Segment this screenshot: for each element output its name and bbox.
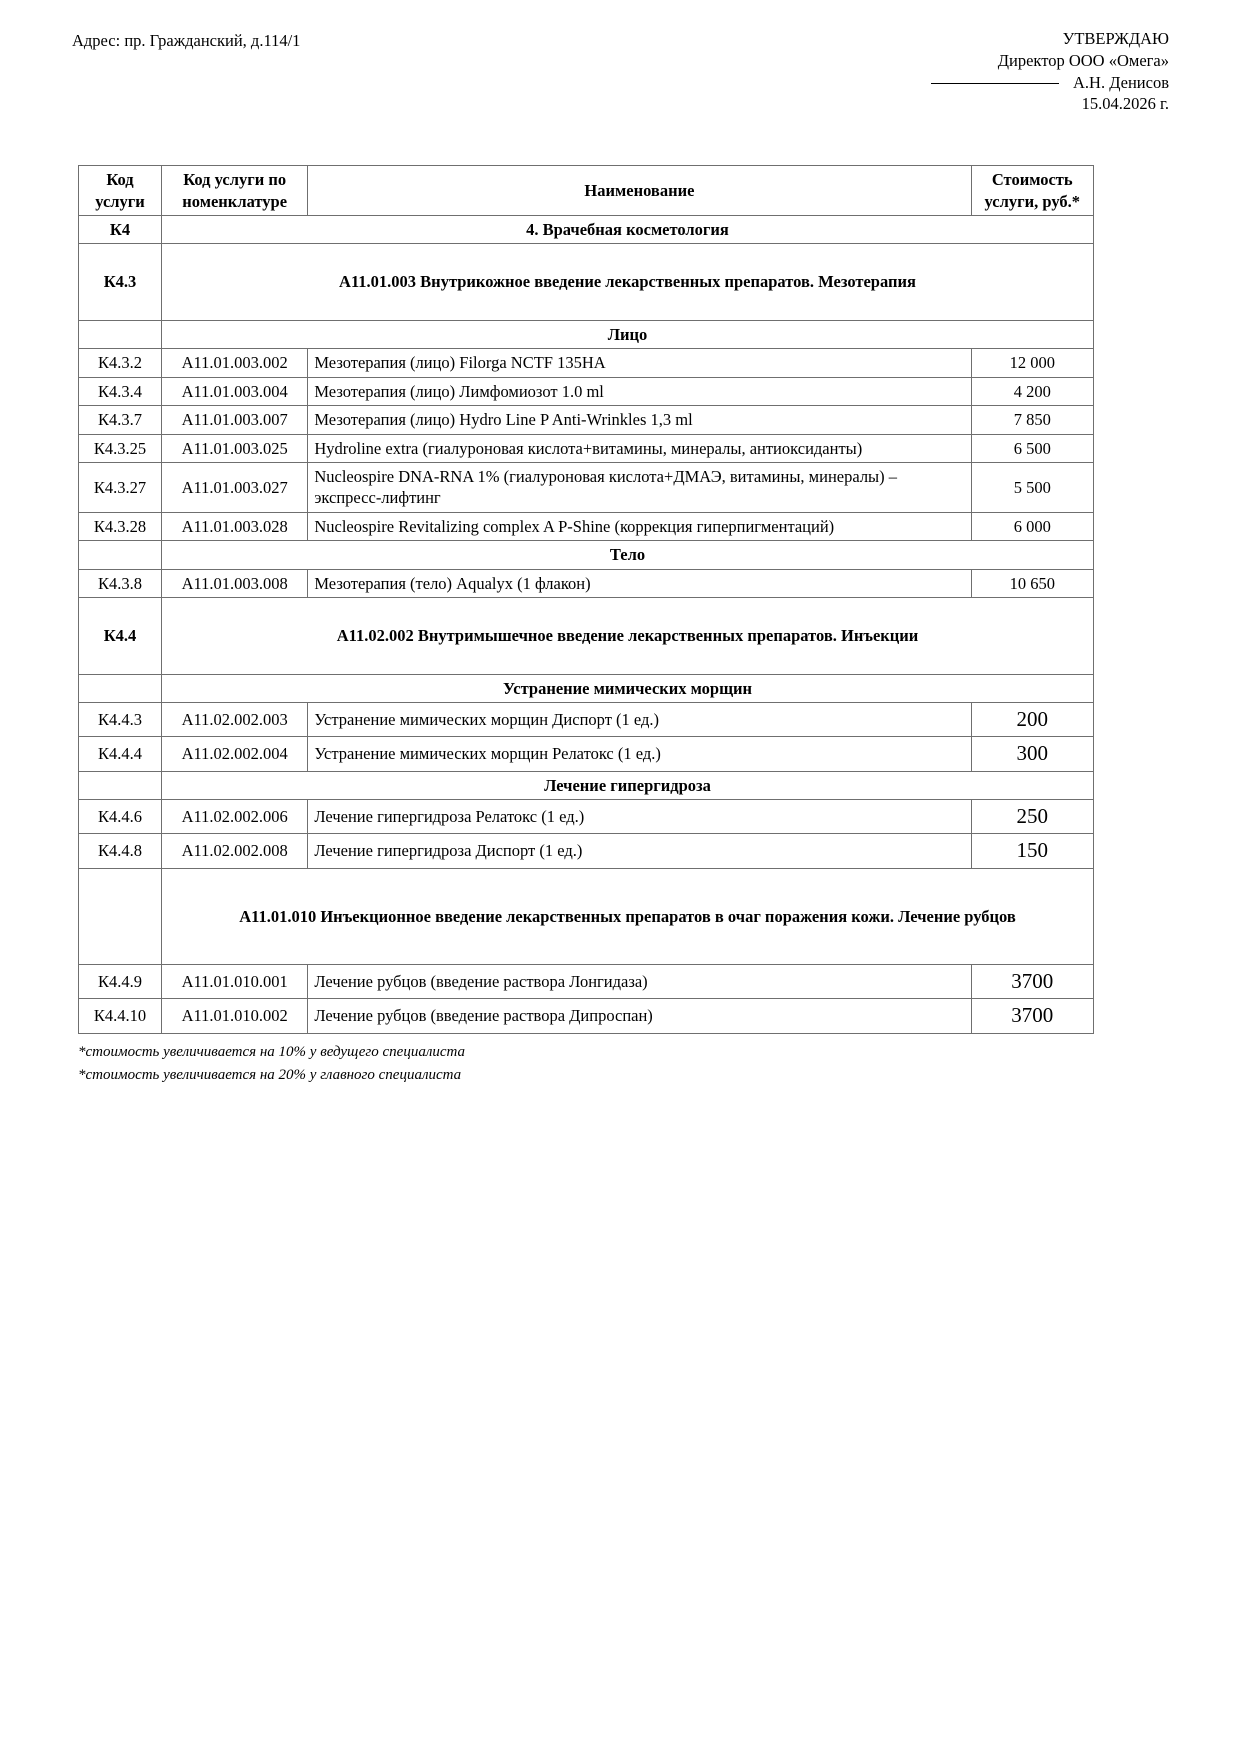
row-price: 6 500 xyxy=(971,434,1093,462)
row-code: К4.3.28 xyxy=(79,512,162,540)
column-header-nomenclature-line2: номенклатуре xyxy=(182,191,288,211)
subsection-row-body xyxy=(79,541,1094,569)
table-row xyxy=(79,834,1094,868)
row-nomenclature: А11.02.002.006 xyxy=(162,800,308,834)
section-title-k43: А11.01.003 Внутрикожное введение лекарственных препаратов. Мезотерапия xyxy=(162,244,1094,320)
section-code-k44: К4.4 xyxy=(79,598,162,674)
section-code-scars xyxy=(79,868,162,964)
row-name: Лечение гипергидроза Релатокс (1 ед.) xyxy=(308,800,971,834)
row-code: К4.3.2 xyxy=(79,349,162,377)
price-table-wrapper xyxy=(72,165,1169,1087)
row-name: Мезотерапия (лицо) Лимфомиозот 1.0 ml xyxy=(308,377,971,405)
table-row xyxy=(79,703,1094,737)
approval-title: УТВЕРЖДАЮ xyxy=(1062,29,1169,48)
signature-line xyxy=(931,83,1059,84)
table-row xyxy=(79,569,1094,597)
section-title-scars: А11.01.010 Инъекционное введение лекарственных препаратов в очаг поражения кожи. Лечение рубцов xyxy=(162,868,1094,964)
row-nomenclature: А11.02.002.003 xyxy=(162,703,308,737)
document-header xyxy=(72,28,1169,115)
footnotes xyxy=(78,1041,1169,1088)
approval-person-name: А.Н. Денисов xyxy=(1072,72,1169,92)
section-row-k43 xyxy=(79,244,1094,320)
row-price: 5 500 xyxy=(971,463,1093,513)
subsection-spacer-wrinkles xyxy=(79,674,162,702)
row-name: Устранение мимических морщин Релатокс (1 ед.) xyxy=(308,737,971,771)
row-nomenclature: А11.01.003.008 xyxy=(162,569,308,597)
row-code: К4.4.4 xyxy=(79,737,162,771)
section-row-k44 xyxy=(79,598,1094,674)
approval-block xyxy=(839,28,1169,115)
row-code: К4.4.3 xyxy=(79,703,162,737)
row-name: Мезотерапия (лицо) Filorga NCTF 135HA xyxy=(308,349,971,377)
column-header-code-line2: услуги xyxy=(95,191,145,211)
approval-date: 15.04.2026 г. xyxy=(1081,94,1169,114)
subsection-spacer-body xyxy=(79,541,162,569)
table-row xyxy=(79,800,1094,834)
row-nomenclature: А11.02.002.004 xyxy=(162,737,308,771)
row-price: 6 000 xyxy=(971,512,1093,540)
row-name: Nucleospire Revitalizing complex A P-Shine (коррекция гиперпигментаций) xyxy=(308,512,971,540)
table-header-row xyxy=(79,166,1094,216)
row-price: 250 xyxy=(971,800,1093,834)
row-price: 10 650 xyxy=(971,569,1093,597)
section-title-k44: А11.02.002 Внутримышечное введение лекарственных препаратов. Инъекции xyxy=(162,598,1094,674)
row-nomenclature: А11.01.010.001 xyxy=(162,965,308,999)
subsection-row-face xyxy=(79,320,1094,348)
subsection-spacer-face xyxy=(79,320,162,348)
approval-signature-row xyxy=(839,72,1169,94)
row-code: К4.4.6 xyxy=(79,800,162,834)
subsection-title-body: Тело xyxy=(162,541,1094,569)
row-name: Лечение гипергидроза Диспорт (1 ед.) xyxy=(308,834,971,868)
row-price: 200 xyxy=(971,703,1093,737)
row-code: К4.3.25 xyxy=(79,434,162,462)
row-price: 7 850 xyxy=(971,406,1093,434)
column-header-price xyxy=(971,166,1093,216)
section-row-scars xyxy=(79,868,1094,964)
subsection-title-wrinkles: Устранение мимических морщин xyxy=(162,674,1094,702)
table-row xyxy=(79,999,1094,1033)
section-title-k4: 4. Врачебная косметология xyxy=(162,215,1094,243)
subsection-title-face: Лицо xyxy=(162,320,1094,348)
row-price: 300 xyxy=(971,737,1093,771)
row-name: Nucleospire DNA-RNA 1% (гиалуроновая кислота+ДМАЭ, витамины, минералы) – экспресс-лифтинг xyxy=(308,463,971,513)
row-code: К4.3.4 xyxy=(79,377,162,405)
row-nomenclature: А11.01.003.025 xyxy=(162,434,308,462)
row-price: 12 000 xyxy=(971,349,1093,377)
table-row xyxy=(79,406,1094,434)
subsection-row-wrinkles xyxy=(79,674,1094,702)
row-nomenclature: А11.01.010.002 xyxy=(162,999,308,1033)
price-table xyxy=(78,165,1094,1034)
row-name: Лечение рубцов (введение раствора Лонгидаза) xyxy=(308,965,971,999)
row-name: Мезотерапия (тело) Aqualyx (1 флакон) xyxy=(308,569,971,597)
table-row xyxy=(79,434,1094,462)
row-code: К4.3.27 xyxy=(79,463,162,513)
column-header-code xyxy=(79,166,162,216)
row-code: К4.3.7 xyxy=(79,406,162,434)
row-name: Устранение мимических морщин Диспорт (1 ед.) xyxy=(308,703,971,737)
footnote-leading-specialist: *стоимость увеличивается на 10% у ведущего специалиста xyxy=(78,1043,466,1060)
row-price: 3700 xyxy=(971,999,1093,1033)
clinic-address: Адрес: пр. Гражданский, д.114/1 xyxy=(72,31,301,50)
subsection-spacer-hyperhidrosis xyxy=(79,771,162,799)
column-header-code-line1: Код xyxy=(106,170,134,190)
row-code: К4.4.8 xyxy=(79,834,162,868)
table-row xyxy=(79,463,1094,513)
row-nomenclature: А11.02.002.008 xyxy=(162,834,308,868)
table-row xyxy=(79,349,1094,377)
row-nomenclature: А11.01.003.002 xyxy=(162,349,308,377)
approval-director: Директор ООО «Омега» xyxy=(997,50,1169,70)
section-row-k4 xyxy=(79,215,1094,243)
table-row xyxy=(79,965,1094,999)
row-price: 150 xyxy=(971,834,1093,868)
footnote-chief-specialist: *стоимость увеличивается на 20% у главного специалиста xyxy=(78,1066,462,1083)
column-header-nomenclature-line1: Код услуги по xyxy=(183,170,287,190)
row-price: 3700 xyxy=(971,965,1093,999)
row-nomenclature: А11.01.003.004 xyxy=(162,377,308,405)
subsection-title-hyperhidrosis: Лечение гипергидроза xyxy=(162,771,1094,799)
column-header-nomenclature xyxy=(162,166,308,216)
row-code: К4.4.10 xyxy=(79,999,162,1033)
table-row xyxy=(79,512,1094,540)
row-code: К4.3.8 xyxy=(79,569,162,597)
table-row xyxy=(79,737,1094,771)
row-name: Мезотерапия (лицо) Hydro Line P Anti-Wrinkles 1,3 ml xyxy=(308,406,971,434)
row-nomenclature: А11.01.003.028 xyxy=(162,512,308,540)
row-nomenclature: А11.01.003.027 xyxy=(162,463,308,513)
column-header-price-line1: Стоимость xyxy=(991,170,1073,190)
column-header-name: Наименование xyxy=(308,166,971,216)
row-nomenclature: А11.01.003.007 xyxy=(162,406,308,434)
row-name: Hydroline extra (гиалуроновая кислота+витамины, минералы, антиоксиданты) xyxy=(308,434,971,462)
section-code-k43: К4.3 xyxy=(79,244,162,320)
row-price: 4 200 xyxy=(971,377,1093,405)
column-header-price-line2: услуги, руб.* xyxy=(984,191,1080,211)
subsection-row-hyperhidrosis xyxy=(79,771,1094,799)
table-row xyxy=(79,377,1094,405)
section-code-k4: К4 xyxy=(79,215,162,243)
row-code: К4.4.9 xyxy=(79,965,162,999)
row-name: Лечение рубцов (введение раствора Дипроспан) xyxy=(308,999,971,1033)
